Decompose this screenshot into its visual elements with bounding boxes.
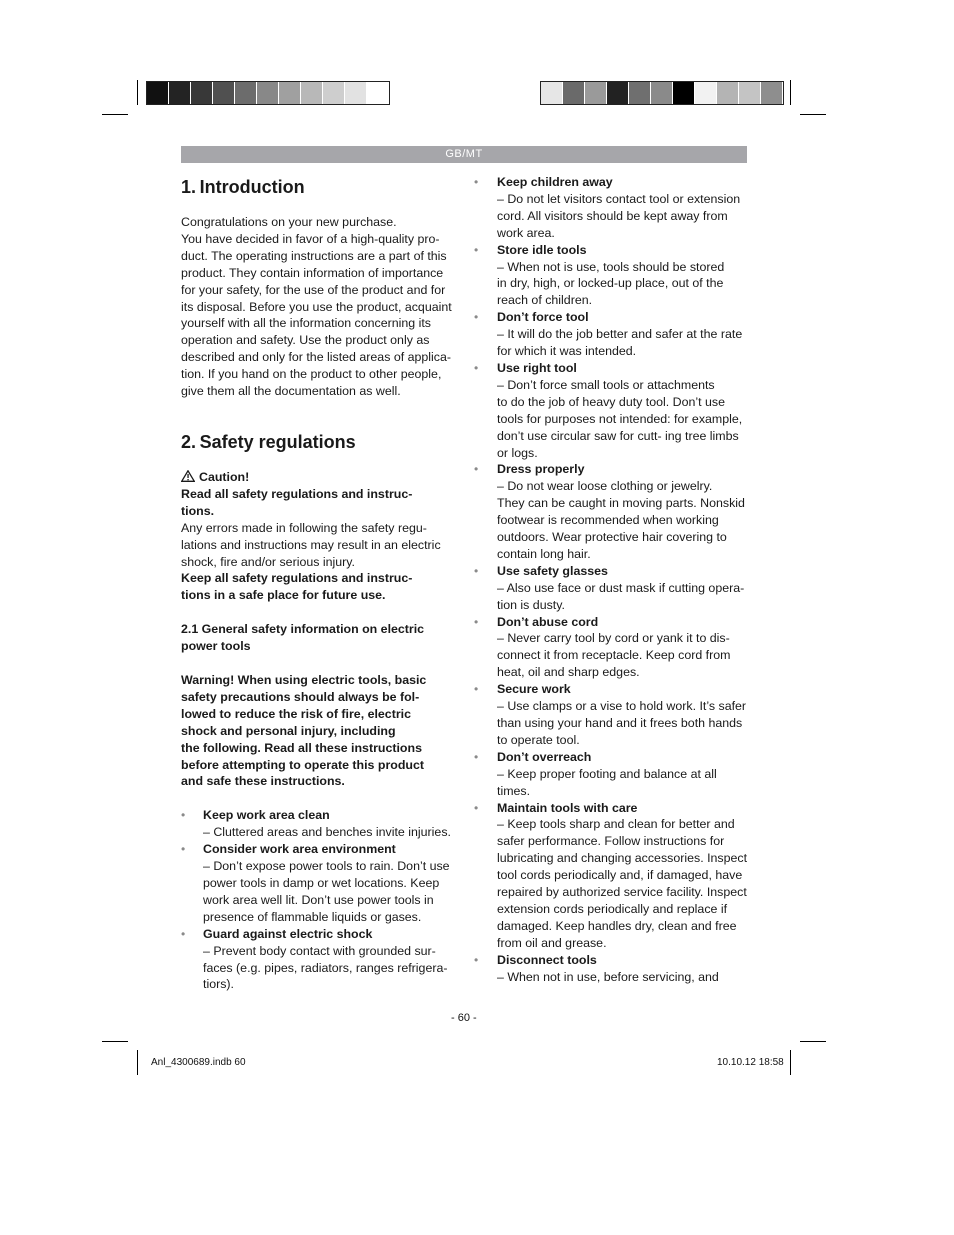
safety-item-text: – Use clamps or a vise to hold work. It’s safer (497, 699, 747, 714)
left-safety-list (181, 807, 453, 993)
bullet-icon: • (474, 682, 479, 697)
intro-text-line: You have decided in favor of a high-quality pro- (181, 231, 440, 246)
region-header: GB/MT (181, 146, 747, 163)
color-swatch (629, 82, 651, 104)
subsection-line: power tools (181, 639, 251, 654)
safety-item-title: Keep work area clean (203, 808, 330, 823)
safety-list-item (181, 926, 453, 994)
keep-all-line: tions in a safe place for future use. (181, 588, 386, 603)
safety-item-text: presence of flammable liquids or gases. (203, 909, 422, 924)
safety-list-item (474, 242, 750, 310)
safety-item-text: safer performance. Follow instructions for (497, 834, 725, 849)
color-swatch (367, 82, 389, 104)
errors-text-line: lations and instructions may result in an electric (181, 537, 441, 552)
bullet-icon: • (181, 842, 186, 857)
safety-item-text: lubricating and changing accessories. Inspect (497, 851, 748, 866)
introduction-heading: 1. Introduction (181, 177, 305, 197)
safety-list-item (474, 174, 750, 242)
safety-item-title: Don’t abuse cord (497, 614, 599, 629)
crop-mark (800, 114, 826, 115)
safety-item-title: Dress properly (497, 462, 585, 477)
color-swatch (345, 82, 367, 104)
crop-mark (790, 80, 791, 105)
color-swatch (739, 82, 761, 104)
color-swatch (147, 82, 169, 104)
safety-item-text: tools for purposes not intended: for example, (497, 411, 743, 426)
safety-item-text: contain long hair. (497, 546, 591, 561)
safety-item-text: from oil and grease. (497, 935, 607, 950)
intro-text-line: operation and safety. Use the product only as (181, 333, 430, 348)
safety-item-text: work area well lit. Don’t use power tools in (203, 892, 434, 907)
intro-text-line: tion. If you hand on the product to other people, (181, 367, 442, 382)
crop-mark (137, 1050, 138, 1075)
color-swatch (169, 82, 191, 104)
safety-item-text: They can be caught in moving parts. Nonskid (497, 496, 745, 511)
bullet-icon: • (474, 614, 479, 629)
safety-item-title: Keep children away (497, 175, 613, 189)
safety-list-item (474, 681, 750, 749)
safety-item-text: power tools in damp or wet locations. Keep (203, 876, 440, 890)
bullet-icon: • (474, 800, 479, 815)
safety-item-text: for which it was intended. (497, 344, 637, 359)
safety-list-item (181, 807, 453, 841)
introduction-text (181, 214, 453, 400)
safety-item-title: Don’t overreach (497, 749, 592, 764)
bullet-icon: • (474, 952, 479, 967)
crop-mark (102, 114, 128, 115)
errors-text-line: shock, fire and/or serious injury. (181, 554, 356, 569)
safety-item-text: – Never carry tool by cord or yank it to dis- (497, 631, 730, 646)
color-swatch (257, 82, 279, 104)
safety-item-title: Don’t force tool (497, 310, 589, 325)
intro-text-line: for your safety, for the use of the product and for (181, 282, 446, 297)
color-swatch (191, 82, 213, 104)
safety-regulations-heading: 2. Safety regulations (181, 431, 356, 452)
intro-text-line: yourself with all the information concerning its (181, 316, 431, 331)
safety-item-text: – Do not let visitors contact tool or extension (497, 191, 741, 206)
safety-item-text: reach of children. (497, 293, 593, 308)
safety-item-title: Secure work (497, 682, 571, 697)
color-swatch (541, 82, 563, 104)
safety-item-text: than using your hand and it frees both hands (497, 716, 743, 730)
safety-item-text: – Keep proper footing and balance at all (497, 766, 717, 781)
color-swatch (607, 82, 629, 104)
safety-item-text: damaged. Keep handles dry, clean and free (497, 918, 737, 933)
safety-item-text: footwear is recommended when working (497, 513, 719, 528)
bullet-icon: • (474, 462, 479, 477)
color-swatch (673, 82, 695, 104)
read-all-instructions (181, 486, 453, 520)
safety-item-text: cord. All visitors should be kept away from (497, 208, 728, 223)
color-swatch (301, 82, 323, 104)
warning-paragraph (181, 672, 453, 790)
warning-line: safety precautions should always be fol- (181, 689, 420, 704)
safety-item-text: faces (e.g. pipes, radiators, ranges refrigera- (203, 960, 448, 975)
subsection-line: 2.1 General safety information on electric (181, 622, 425, 637)
bullet-icon: • (474, 749, 479, 764)
safety-item-text: – Don’t expose power tools to rain. Don’t use (203, 859, 450, 874)
right-safety-list (474, 174, 750, 986)
safety-item-title: Guard against electric shock (203, 926, 373, 941)
safety-item-text: tion is dusty. (497, 597, 565, 612)
color-swatch (761, 82, 783, 104)
safety-item-text: – Do not wear loose clothing or jewelry. (497, 479, 713, 494)
safety-item-text: don’t use circular saw for cutt- ing tree limbs (497, 428, 739, 443)
safety-item-text: work area. (497, 225, 555, 240)
safety-item-text: – Keep tools sharp and clean for better and (497, 817, 735, 832)
footer-date: 10.10.12 18:58 (717, 1057, 784, 1068)
read-all-line: Read all safety regulations and instruc- (181, 486, 413, 501)
bullet-icon: • (474, 360, 479, 375)
safety-item-text: or logs. (497, 445, 538, 460)
safety-item-text: – When not is use, tools should be stored (497, 259, 725, 274)
warning-line: before attempting to operate this product (181, 757, 425, 772)
bullet-icon: • (474, 563, 479, 578)
keep-instructions-note (181, 570, 453, 604)
crop-mark (102, 1041, 128, 1042)
safety-list-item (474, 614, 750, 682)
subsection-heading (181, 621, 453, 655)
safety-item-title: Use safety glasses (497, 563, 608, 578)
color-calibration-bar-right (540, 81, 784, 105)
right-column (474, 174, 750, 986)
safety-item-text: extension cords periodically and replace if (497, 901, 728, 916)
warning-line: the following. Read all these instructions (181, 740, 422, 755)
safety-item-text: – Don’t force small tools or attachments (497, 377, 715, 392)
crop-mark (137, 80, 138, 105)
safety-item-text: outdoors. Wear protective hair covering to (497, 530, 727, 545)
safety-item-text: – When not in use, before servicing, and (497, 969, 719, 984)
safety-item-title: Store idle tools (497, 242, 587, 257)
intro-text-line: give them all the documentation as well. (181, 384, 401, 399)
bullet-icon: • (181, 926, 186, 941)
safety-item-text: – Also use face or dust mask if cutting opera- (497, 580, 745, 595)
caution-line (181, 469, 453, 486)
color-swatch (717, 82, 739, 104)
bullet-icon: • (181, 808, 186, 823)
color-swatch (235, 82, 257, 104)
safety-item-text: heat, oil and sharp edges. (497, 665, 640, 680)
crop-mark (800, 1041, 826, 1042)
safety-item-title: Disconnect tools (497, 952, 597, 967)
safety-item-text: times. (497, 783, 531, 798)
bullet-icon: • (474, 310, 479, 325)
warning-triangle-icon (181, 470, 195, 482)
color-swatch (213, 82, 235, 104)
safety-list-item (474, 563, 750, 614)
color-swatch (563, 82, 585, 104)
color-swatch (585, 82, 607, 104)
safety-list-item (474, 461, 750, 562)
warning-line: and safe these instructions. (181, 774, 345, 789)
safety-item-text: – Cluttered areas and benches invite injuries. (203, 825, 451, 840)
safety-item-title: Maintain tools with care (497, 800, 638, 815)
page-number: - 60 - (451, 1012, 477, 1024)
safety-list-item (474, 309, 750, 360)
safety-item-title: Consider work area environment (203, 842, 396, 857)
safety-item-text: tiors). (203, 977, 234, 992)
color-calibration-bar-left (146, 81, 390, 105)
safety-item-text: – Prevent body contact with grounded sur- (203, 943, 436, 958)
safety-list-item (474, 749, 750, 800)
bullet-icon: • (474, 175, 479, 189)
errors-text-line: Any errors made in following the safety regu- (181, 520, 427, 535)
safety-list-item (181, 841, 453, 926)
safety-list-item (474, 952, 750, 986)
read-all-line: tions. (181, 503, 215, 518)
color-swatch (323, 82, 345, 104)
intro-text-line: duct. The operating instructions are a part of this (181, 248, 447, 263)
color-swatch (695, 82, 717, 104)
left-column (181, 174, 453, 993)
warning-line: shock and personal injury, including (181, 723, 396, 738)
safety-item-text: to do the job of heavy duty tool. Don’t use (497, 394, 725, 409)
safety-item-title: Use right tool (497, 360, 577, 375)
crop-mark (790, 1050, 791, 1075)
caution-label: Caution! (199, 469, 250, 484)
intro-text-line: Congratulations on your new purchase. (181, 215, 397, 229)
footer-file-info: Anl_4300689.indb 60 (151, 1057, 246, 1068)
safety-item-text: tool cords periodically and, if damaged, have (497, 868, 743, 883)
safety-list-item (474, 800, 750, 952)
safety-item-text: – It will do the job better and safer at the rate (497, 327, 743, 342)
safety-list-item (474, 360, 750, 461)
warning-line: lowed to reduce the risk of fire, electric (181, 706, 411, 721)
safety-item-text: connect it from receptacle. Keep cord from (497, 648, 731, 663)
warning-line: Warning! When using electric tools, basic (181, 673, 427, 688)
color-swatch (279, 82, 301, 104)
safety-item-text: in dry, high, or locked-up place, out of the (497, 276, 724, 291)
intro-text-line: product. They contain information of importance (181, 265, 444, 280)
intro-text-line: described and only for the listed areas of applica- (181, 350, 451, 365)
intro-text-line: its disposal. Before you use the product, acquaint (181, 299, 452, 314)
errors-warning-text (181, 520, 453, 571)
bullet-icon: • (474, 242, 479, 257)
safety-item-text: repaired by authorized service facility. Inspect (497, 885, 747, 900)
safety-item-text: to operate tool. (497, 732, 580, 747)
color-swatch (651, 82, 673, 104)
keep-all-line: Keep all safety regulations and instruc- (181, 571, 413, 586)
